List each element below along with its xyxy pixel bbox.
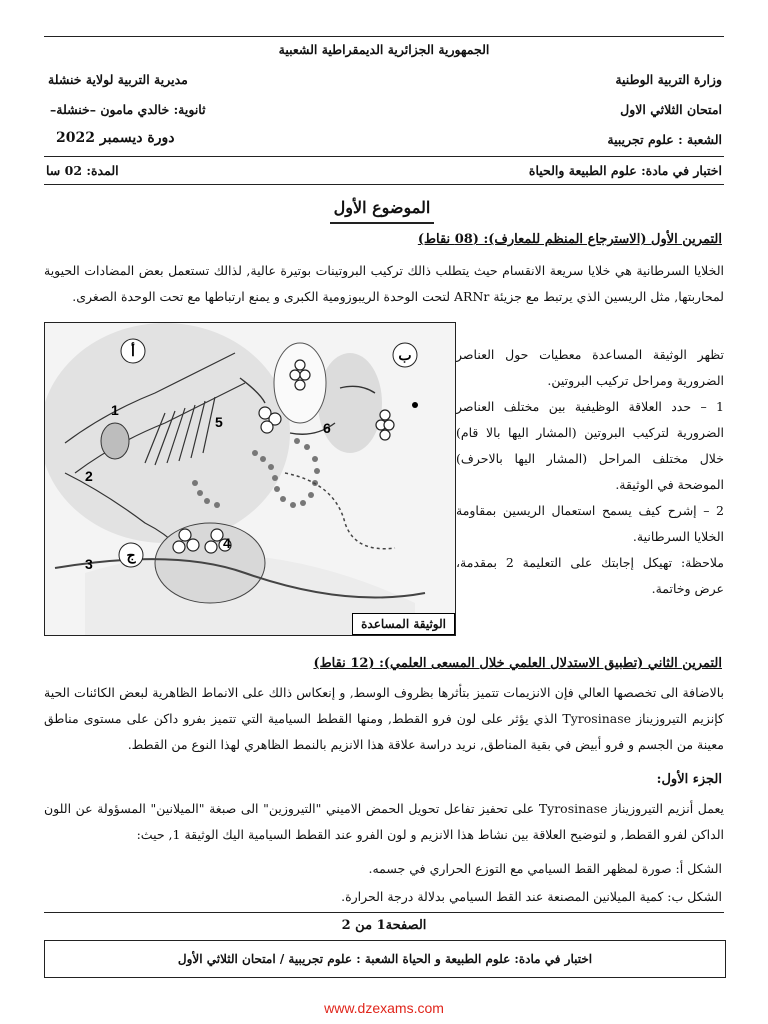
- protein-synthesis-figure: [44, 322, 456, 636]
- exercise2-title: التمرين الثاني (تطبيق الاستدلال العلمي خلال المسعى العلمي): (12 نقاط): [313, 656, 722, 671]
- directorate: مديرية التربية لولاية خنشلة: [48, 72, 188, 87]
- protein-synthesis-diagram: [45, 323, 455, 635]
- exercise2-intro: بالاضافة الى تخصصها العالي فإن الانزيمات تتميز بتأثرها بظروف الوسط, و إنعكاس ذالك على الانماط الظاهرية لبعض الكائنات الحية كإنزيم التيروزيناز Tyrosinase الذي يؤثر على لون فرو القطط, ومنها القطط السيامية التي تتميز بفرو داكن على مستوى مناطق معينة من الجسم و فرو أبيض في بقية المناطق, نريد دراسة علاقة هذا الانزيم بالنمط الظاهري لهذا النوع من القطط.: [44, 685, 724, 752]
- part1-text: يعمل أنزيم التيروزيناز Tyrosinase على تحفيز تفاعل تحويل الحمض الاميني "التيروزين" الى صبغة "الميلانين" المسؤولة عن اللون الداكن لفرو القطط, و لتوضيح العلاقة بين نشاط هذا الانزيم و لون الفرو عند القطط السيامية اليك الوثيقة 1, حيث:: [44, 801, 724, 842]
- page-rule: [44, 912, 724, 913]
- exercise1-side-text: [456, 342, 724, 602]
- duration: المدة: 02 سا: [46, 163, 119, 178]
- footer-text: اختبار في مادة: علوم الطبيعة و الحياة الشعبة : علوم تجريبية / امتحان الثلاثي الأول: [177, 952, 593, 966]
- website-link[interactable]: www.dzexams.com: [324, 1000, 444, 1016]
- label-2: 2: [85, 468, 93, 484]
- header-rule-bottom: [44, 184, 724, 185]
- label-5: 5: [215, 414, 223, 430]
- figure-caption: الوثيقة المساعدة: [352, 613, 455, 635]
- session: دورة ديسمبر 2022: [56, 130, 175, 146]
- nucleus-region: [45, 323, 290, 543]
- question-2: 2 – إشرح كيف يسمح استعمال الريسين بمقاومة الخلايا السرطانية.: [456, 503, 724, 544]
- doc-intro: تظهر الوثيقة المساعدة معطيات حول العناصر الضرورية ومراحل تركيب البروتين.: [456, 347, 724, 388]
- branch: الشعبة : علوم تجريبية: [607, 132, 722, 147]
- label-3: 3: [85, 556, 93, 572]
- shape-a: الشكل أ: صورة لمظهر القط السيامي مع التوزع الحراري في جسمه.: [368, 861, 722, 876]
- part1-title: الجزء الأول:: [656, 772, 722, 787]
- topic-title: الموضوع الأول: [330, 194, 434, 224]
- shape-b: الشكل ب: كمية الميلانين المصنعة عند القط السيامي بدلالة درجة الحرارة.: [341, 889, 722, 904]
- label-6: 6: [323, 420, 331, 436]
- label-4: 4: [223, 535, 231, 551]
- note: ملاحظة: تهيكل إجابتك على التعليمة 2 بمقدمة، عرض وخاتمة.: [456, 555, 725, 596]
- ministry: وزارة التربية الوطنية: [615, 72, 722, 87]
- subject: اختبار في مادة: علوم الطبيعة والحياة: [528, 163, 722, 178]
- exercise1-intro: الخلايا السرطانية هي خلايا سريعة الانقسام حيث يتطلب ذالك تركيب البروتينات بوتيرة عالية, لذالك تستعمل بعض المضادات الحيوية لمحاربتها, مثل الريسين الذي يرتبط مع جزيئة ARNr لتحت الوحدة الريبوزومية الكبرى و يمنع ارتباطها مع تحت الوحدة الصغرى.: [44, 263, 724, 304]
- top-rule: [44, 36, 724, 37]
- rna-polymerase: [101, 423, 129, 459]
- letter-a: أ: [131, 343, 135, 359]
- footer: [44, 940, 726, 978]
- page-number: الصفحة1 من 2: [341, 918, 427, 933]
- republic-title: الجمهورية الجزائرية الديمقراطية الشعبية: [278, 42, 490, 57]
- header-rule-top: [44, 156, 724, 157]
- exercise1-title: التمرين الأول (الاسترجاع المنظم للمعارف): (08 نقاط): [417, 232, 722, 247]
- school-name: ثانوية: خالدي مامون –خنشلة–: [50, 102, 206, 117]
- letter-b: ب: [398, 347, 412, 363]
- exam-name: امتحان الثلاثي الاول: [620, 102, 722, 117]
- letter-c: ج: [126, 547, 136, 563]
- question-1: 1 – حدد العلاقة الوظيفية بين مختلف العناصر الضرورية لتركيب البروتين (المشار اليها بالا قام) خلال مختلف المراحل (المشار اليها بالاحرف) الموضحة في الوثيقة.: [456, 399, 724, 492]
- label-1: 1: [111, 402, 119, 418]
